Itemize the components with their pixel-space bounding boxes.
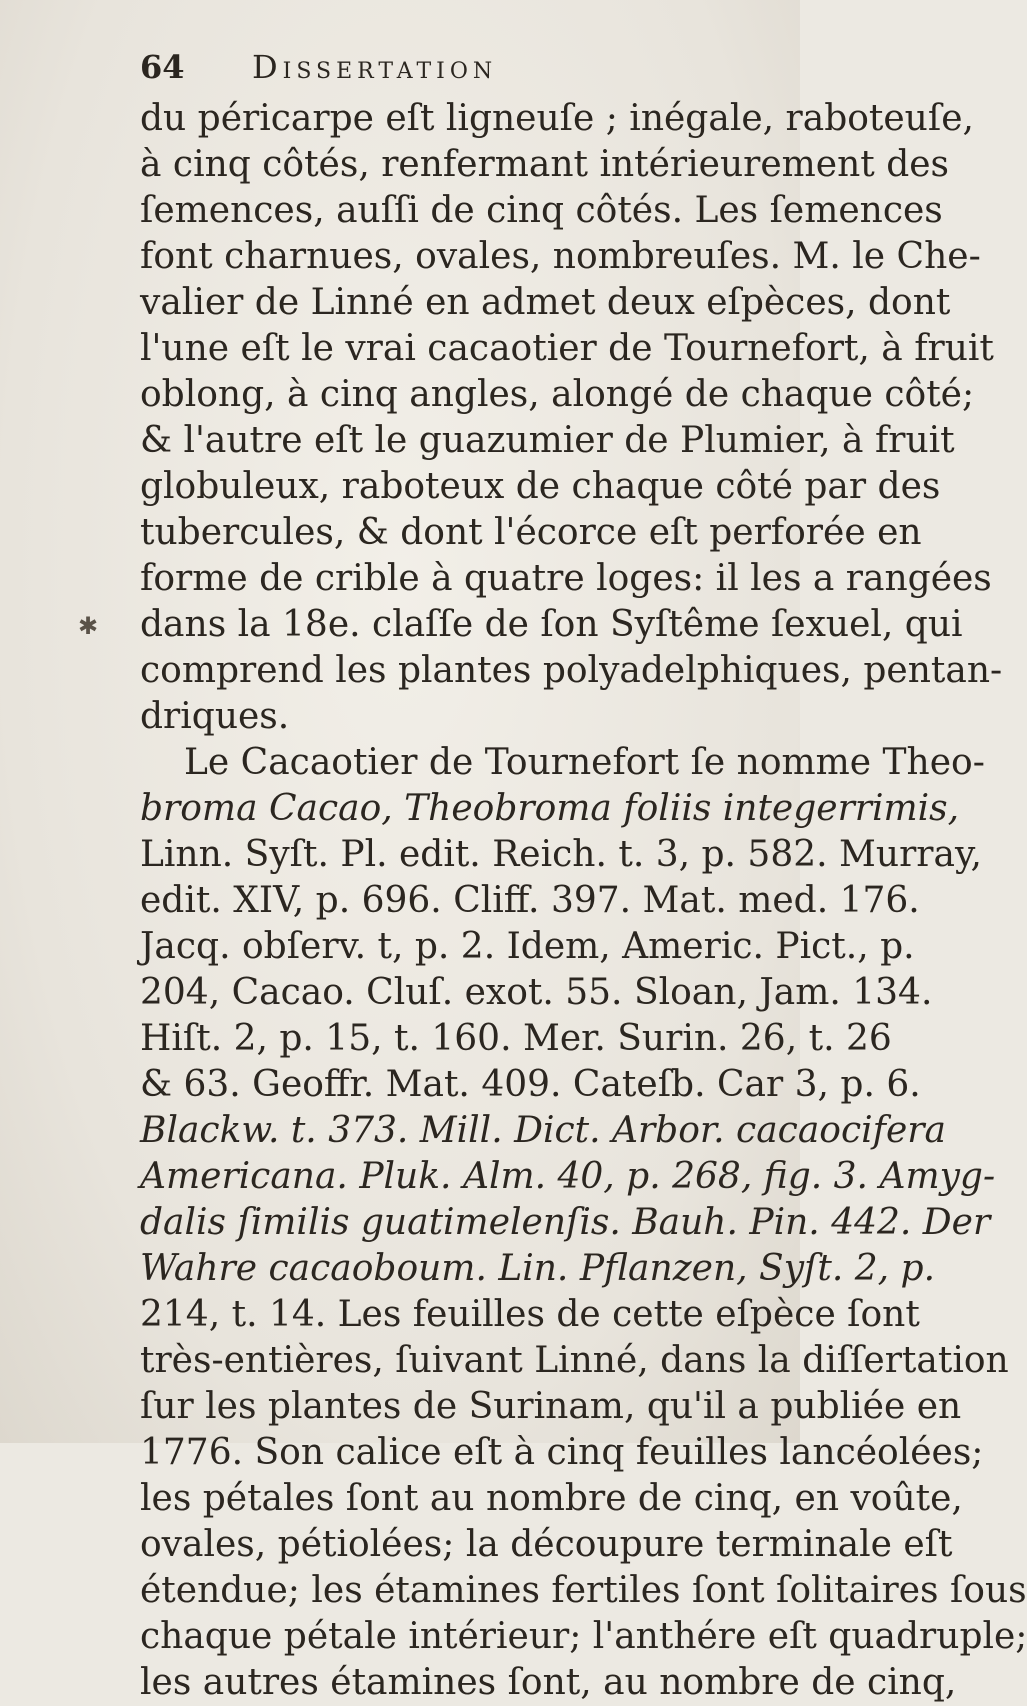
- text-line: & 63. Geoffr. Mat. 409. Cateſb. Car 3, p. 6.: [140, 1064, 921, 1105]
- text-line: ſemences, auſſi de cinq côtés. Les ſemences: [140, 190, 943, 231]
- text-line: étendue; les étamines fertiles ſont ſolitaires ſous: [140, 1570, 1027, 1611]
- text-line: ſur les plantes de Surinam, qu'il a publiée en: [140, 1386, 962, 1427]
- text-line: forme de crible à quatre loges: il les a rangées: [140, 558, 992, 599]
- running-head: Dissertation: [252, 48, 498, 86]
- text-line: Americana. Pluk. Alm. 40, p. 268, fig. 3. Amyg-: [140, 1156, 996, 1197]
- text-line: Le Cacaotier de Tournefort ſe nomme Theo-: [184, 742, 985, 783]
- text-line: valier de Linné en admet deux eſpèces, dont: [140, 282, 951, 323]
- text-line: oblong, à cinq angles, alongé de chaque côté;: [140, 374, 975, 415]
- text-line: Blackw. t. 373. Mill. Dict. Arbor. cacaocifera: [140, 1110, 946, 1151]
- text-line: broma Cacao, Theobroma foliis integerrimis,: [140, 788, 960, 829]
- text-line: Linn. Syſt. Pl. edit. Reich. t. 3, p. 582. Murray,: [140, 834, 982, 875]
- text-line: 1776. Son calice eſt à cinq feuilles lancéolées;: [140, 1432, 984, 1473]
- text-line: du péricarpe eſt ligneuſe ; inégale, raboteuſe,: [140, 98, 974, 139]
- body-text: [140, 96, 1027, 1706]
- paragraph-2: [140, 740, 1027, 1706]
- text-line: tubercules, & dont l'écorce eſt perforée en: [140, 512, 922, 553]
- text-line: font charnues, ovales, nombreuſes. M. le Che-: [140, 236, 981, 277]
- text-line: 214, t. 14. Les feuilles de cette eſpèce ſont: [140, 1294, 920, 1335]
- text-line: edit. XIV, p. 696. Cliff. 397. Mat. med. 176.: [140, 880, 920, 921]
- margin-mark: ✱: [78, 612, 99, 640]
- text-line: ovales, pétiolées; la découpure terminale eſt: [140, 1524, 953, 1565]
- text-line: Jacq. obſerv. t, p. 2. Idem, Americ. Pict., p.: [140, 926, 915, 967]
- text-line: les pétales ſont au nombre de cinq, en voûte,: [140, 1478, 963, 1519]
- text-line: 204, Cacao. Cluſ. exot. 55. Sloan, Jam. 134.: [140, 972, 933, 1013]
- text-line: & l'autre eſt le guazumier de Plumier, à fruit: [140, 420, 955, 461]
- text-line: l'une eſt le vrai cacaotier de Tournefort, à fruit: [140, 328, 994, 369]
- paragraph-1: [140, 96, 1003, 740]
- text-line: dans la 18e. claſſe de ſon Syſtême ſexuel, qui: [140, 604, 963, 645]
- text-line: dalis ſimilis guatimelenſis. Bauh. Pin. 442. Der: [140, 1202, 991, 1243]
- text-line: très-entières, ſuivant Linné, dans la diſſertation: [140, 1340, 1009, 1381]
- text-line: Hiſt. 2, p. 15, t. 160. Mer. Surin. 26, t. 26: [140, 1018, 892, 1059]
- text-line: à cinq côtés, renfermant intérieurement des: [140, 144, 950, 185]
- text-line: les autres étamines ſont, au nombre de cinq,: [140, 1662, 957, 1703]
- page-number: 64: [140, 48, 185, 86]
- text-line: globuleux, raboteux de chaque côté par des: [140, 466, 941, 507]
- text-line: driques.: [140, 696, 290, 737]
- text-line: comprend les plantes polyadelphiques, pentan-: [140, 650, 1003, 691]
- text-line: chaque pétale intérieur; l'anthére eſt quadruple;: [140, 1616, 1027, 1657]
- text-line: Wahre cacaoboum. Lin. Pflanzen, Syſt. 2, p.: [140, 1248, 936, 1289]
